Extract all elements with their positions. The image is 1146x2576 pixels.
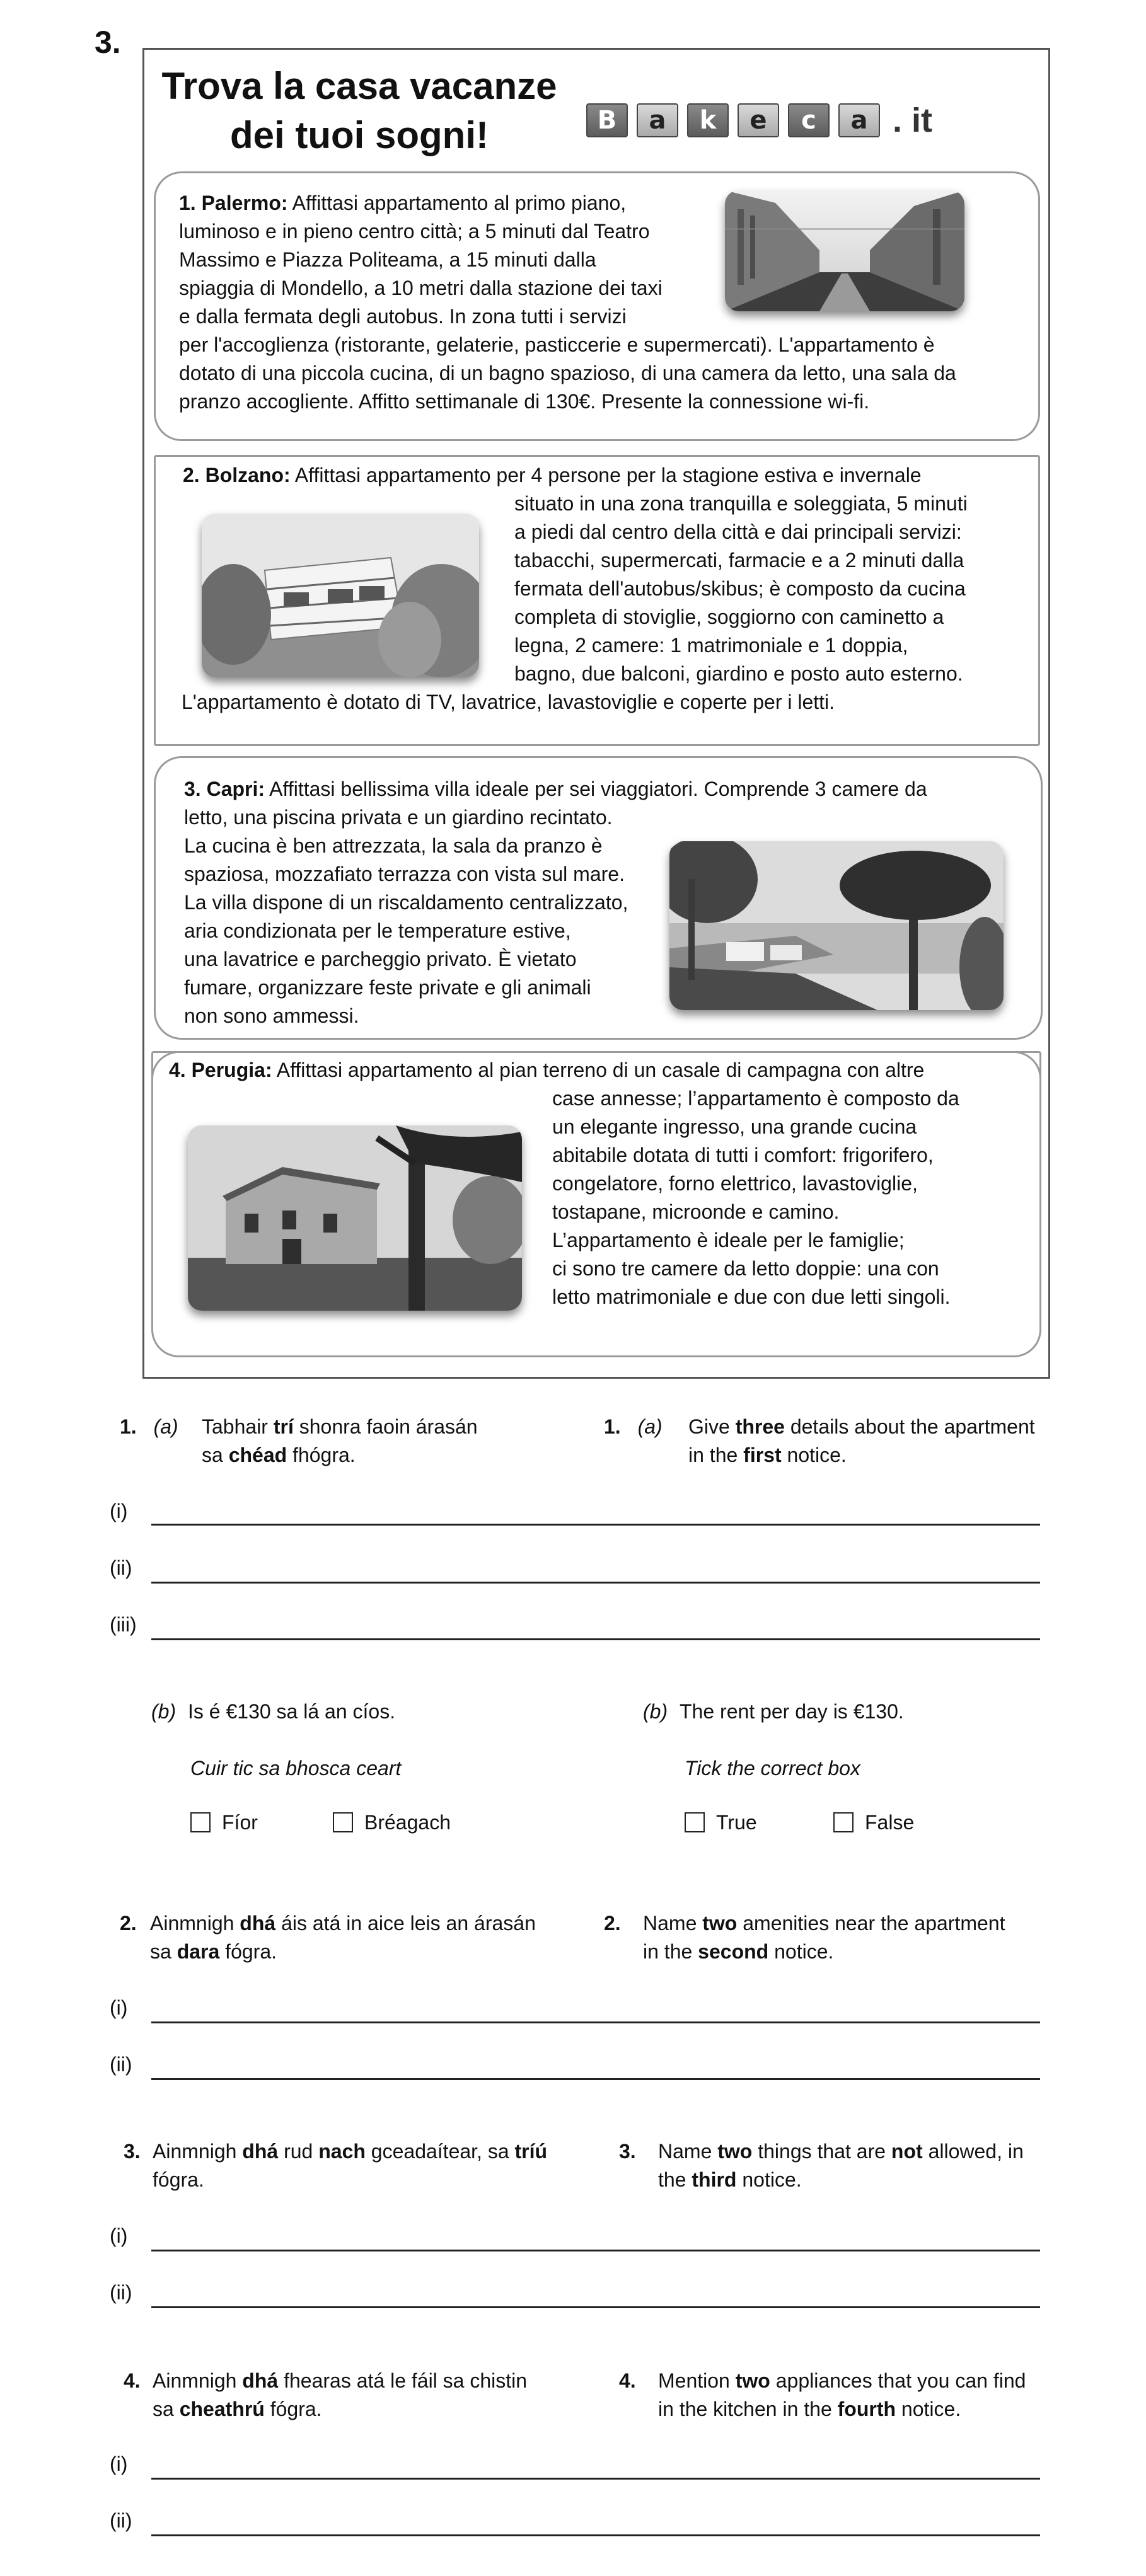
question-text-line1 — [688, 1413, 1035, 1441]
listing-line: dotato di una piccola cucina, di un bagno spazioso, di una camera da letto, una sala da — [179, 362, 956, 384]
text-run-bold: two — [702, 1912, 738, 1935]
question-text-line1 — [202, 1413, 478, 1441]
logo-letter: a — [637, 103, 678, 137]
listing-line: case annesse; l’appartamento è composto da — [552, 1087, 959, 1110]
answer-label: (iii) — [110, 1613, 137, 1636]
logo-letter: c — [788, 103, 830, 137]
text-run: in the kitchen in the — [658, 2398, 838, 2420]
listing-line: bagno, due balconi, giardino e posto auto esterno. — [514, 662, 963, 685]
text-run: áis atá in aice leis an árasán — [275, 1912, 536, 1935]
advert-title-line1: Trova la casa vacanze — [161, 65, 557, 107]
checkbox-breagach[interactable] — [333, 1812, 353, 1836]
listing-line: un elegante ingresso, una grande cucina — [552, 1115, 917, 1138]
text-run: Name — [643, 1912, 703, 1935]
listing-line: Affittasi appartamento per 4 persone per la stagione estiva e invernale — [294, 464, 922, 486]
listing-line: e dalla fermata degli autobus. In zona tutti i servizi — [179, 305, 627, 328]
text-run: Name — [658, 2140, 718, 2163]
text-run-bold: dara — [177, 1940, 220, 1963]
question-part: (a) — [153, 1415, 178, 1438]
question-text-line2 — [153, 2395, 322, 2424]
checkbox-fior[interactable] — [190, 1812, 211, 1836]
text-run: fhearas atá le fáil sa chistin — [278, 2369, 528, 2392]
text-run-bold: dhá — [242, 2140, 279, 2163]
text-run-bold: cheathrú — [179, 2398, 265, 2420]
question-num: 2. — [604, 1912, 621, 1935]
question-text: The rent per day is €130. — [680, 1700, 904, 1723]
answer-label: (ii) — [110, 2281, 132, 2304]
question-num: 1. — [604, 1415, 621, 1438]
question-text-line1 — [153, 2367, 527, 2395]
answer-line-q4-i[interactable] — [151, 2478, 1040, 2480]
question-text-line2 — [202, 1441, 356, 1469]
text-run-bold: first — [743, 1444, 782, 1466]
text-run: Ainmnigh — [150, 1912, 240, 1935]
question-text: Is é €130 sa lá an cíos. — [188, 1700, 396, 1723]
listing-line: letto, una piscina privata e un giardino recintato. — [184, 806, 613, 829]
text-run: Ainmnigh — [153, 2140, 243, 2163]
photo-capri-view — [669, 841, 1004, 1010]
instruction-english: Tick the correct box — [685, 1757, 860, 1780]
listing-heading: 4. Perugia: — [169, 1059, 272, 1081]
answer-label: (i) — [110, 1500, 128, 1522]
listing-line: fumare, organizzare feste private e gli animali — [184, 976, 591, 999]
text-run: shonra faoin árasán — [293, 1415, 478, 1438]
question-text-line1 — [658, 2137, 1024, 2166]
question-text-line2 — [658, 2166, 802, 2194]
text-run: Mention — [658, 2369, 736, 2392]
logo-letter: k — [687, 103, 729, 137]
answer-line-q4-ii[interactable] — [151, 2534, 1040, 2536]
answer-line-q2-i[interactable] — [151, 2021, 1040, 2023]
text-run: rud — [278, 2140, 319, 2163]
photo-perugia-farmhouse — [188, 1125, 522, 1311]
text-run: sa — [153, 2398, 180, 2420]
text-run-bold: three — [735, 1415, 785, 1438]
listing-line: spaziosa, mozzafiato terrazza con vista sul mare. — [184, 863, 625, 885]
text-run: notice. — [768, 1940, 834, 1963]
text-run: amenities near the apartment — [737, 1912, 1005, 1935]
question-3-english — [619, 2137, 1111, 2191]
answer-label: (ii) — [110, 1556, 132, 1579]
listing-line: aria condizionata per le temperature estive, — [184, 919, 571, 942]
text-run: notice. — [896, 2398, 961, 2420]
checkbox-label: False — [865, 1811, 915, 1834]
question-text-line2 — [658, 2395, 961, 2424]
logo-letter: a — [838, 103, 880, 137]
logo-suffix: . it — [893, 101, 932, 139]
question-1a-english — [604, 1413, 1108, 1466]
listing-line: per l'accoglienza (ristorante, gelaterie, pasticcerie e supermercati). L'appartamento è — [179, 333, 935, 356]
listing-heading: 3. Capri: — [184, 778, 265, 800]
text-run: notice. — [781, 1444, 847, 1466]
logo-letter: B — [586, 103, 628, 137]
listing-line: L’appartamento è ideale per le famiglie; — [552, 1229, 905, 1251]
question-num: 3. — [619, 2140, 636, 2163]
listing-text-bolzano-last — [182, 688, 1020, 716]
question-part: (b) — [643, 1700, 668, 1723]
text-run: Give — [688, 1415, 736, 1438]
text-run: notice. — [736, 2168, 802, 2191]
listing-line: pranzo accogliente. Affitto settimanale di 130€. Presente la connessione wi-fi. — [179, 390, 870, 413]
listing-line: La cucina è ben attrezzata, la sala da pranzo è — [184, 834, 603, 857]
text-run-bold: dhá — [242, 2369, 279, 2392]
text-run: Ainmnigh — [153, 2369, 243, 2392]
listing-line: luminoso e in pieno centro città; a 5 minuti dal Teatro — [179, 220, 650, 243]
answer-line-q1a-ii[interactable] — [151, 1582, 1040, 1584]
text-run-bold: third — [692, 2168, 737, 2191]
question-1b-irish — [151, 1698, 395, 1726]
text-run: appliances that you can find — [770, 2369, 1026, 2392]
listing-line: situato in una zona tranquilla e soleggiata, 5 minuti — [514, 492, 968, 515]
question-part: (a) — [637, 1415, 663, 1438]
text-run: the — [658, 2168, 692, 2191]
listing-heading: 1. Palermo: — [179, 192, 288, 214]
text-run-bold: dhá — [240, 1912, 276, 1935]
question-text-line1 — [153, 2137, 547, 2166]
text-run-bold: not — [891, 2140, 923, 2163]
text-run-bold: fourth — [837, 2398, 896, 2420]
text-run-bold: two — [735, 2369, 770, 2392]
instruction-irish: Cuir tic sa bhosca ceart — [190, 1757, 402, 1780]
listing-line: completa di stoviglie, soggiorno con caminetto a — [514, 606, 944, 628]
text-run: allowed, in — [922, 2140, 1024, 2163]
listing-line: ci sono tre camere da letto doppie: una con — [552, 1257, 939, 1280]
listing-line: L'appartamento è dotato di TV, lavatrice, lavastoviglie e coperte per i letti. — [182, 691, 835, 713]
answer-label: (ii) — [110, 2053, 132, 2076]
text-run: gceadaítear, sa — [365, 2140, 515, 2163]
text-run-bold: second — [698, 1940, 769, 1963]
question-4-english — [619, 2367, 1117, 2420]
question-2-english — [604, 1909, 1096, 1963]
answer-label: (ii) — [110, 2509, 132, 2532]
photo-bolzano-building — [202, 514, 479, 677]
question-text-line1 — [658, 2367, 1026, 2395]
listing-line: congelatore, forno elettrico, lavastoviglie, — [552, 1172, 918, 1195]
text-run: in the — [643, 1940, 698, 1963]
checkbox-label: Bréagach — [364, 1811, 451, 1834]
question-text-line2 — [688, 1441, 847, 1469]
question-text-line2 — [150, 1938, 277, 1966]
listing-line: La villa dispone di un riscaldamento centralizzato, — [184, 891, 628, 914]
answer-label: (i) — [110, 2224, 128, 2247]
question-text-line2: fógra. — [153, 2168, 204, 2191]
question-number: 3. — [95, 25, 121, 60]
text-run: in the — [688, 1444, 744, 1466]
checkbox-label: True — [716, 1811, 757, 1834]
text-run: fógra. — [264, 2398, 322, 2420]
photo-palermo-street — [725, 190, 964, 311]
listing-text-perugia-wrap — [552, 1084, 1031, 1311]
listing-text-bolzano-wrap — [514, 490, 1031, 688]
answer-line-q3-ii[interactable] — [151, 2306, 1040, 2308]
question-num: 2. — [120, 1912, 137, 1935]
answer-line-q3-i[interactable] — [151, 2250, 1040, 2251]
advert-title — [151, 62, 567, 160]
text-run: fhógra. — [287, 1444, 356, 1466]
listing-text-bolzano — [183, 461, 1021, 490]
listing-text-perugia — [169, 1056, 1033, 1084]
listing-line: tabacchi, supermercati, farmacie e a 2 minuti dalla — [514, 549, 964, 572]
text-run: sa — [150, 1940, 177, 1963]
bakeca-logo — [586, 101, 932, 140]
text-run: Tabhair — [202, 1415, 274, 1438]
text-run-bold: tríú — [514, 2140, 548, 2163]
question-num: 1. — [120, 1415, 137, 1438]
listing-line: Affittasi appartamento al primo piano, — [292, 192, 627, 214]
listing-line: spiaggia di Mondello, a 10 metri dalla stazione dei taxi — [179, 277, 663, 299]
listing-heading: 2. Bolzano: — [183, 464, 291, 486]
question-4-irish — [124, 2367, 577, 2420]
question-part: (b) — [151, 1700, 177, 1723]
listing-line: una lavatrice e parcheggio privato. È vietato — [184, 948, 577, 970]
question-1a-irish — [120, 1413, 561, 1466]
listing-line: tostapane, microonde e camino. — [552, 1200, 840, 1223]
logo-letter: e — [738, 103, 779, 137]
listing-line: Affittasi bellissima villa ideale per sei viaggiatori. Comprende 3 camere da — [269, 778, 927, 800]
answer-label: (i) — [110, 2452, 128, 2475]
text-run-bold: trí — [273, 1415, 294, 1438]
question-num: 4. — [619, 2369, 636, 2392]
advert-title-line2: dei tuoi sogni! — [230, 114, 489, 156]
question-text-line2 — [643, 1938, 833, 1966]
answer-label: (i) — [110, 1996, 128, 2019]
listing-line: Affittasi appartamento al pian terreno di un casale di campagna con altre — [276, 1059, 925, 1081]
listing-line: a piedi dal centro della città e dai principali servizi: — [514, 520, 962, 543]
question-text-line1 — [150, 1909, 536, 1938]
question-text-line1 — [643, 1909, 1005, 1938]
text-run-bold: nach — [318, 2140, 366, 2163]
text-run: fógra. — [219, 1940, 277, 1963]
listing-line: letto matrimoniale e due con due letti singoli. — [552, 1285, 951, 1308]
answer-line-q1a-i[interactable] — [151, 1524, 1040, 1526]
checkbox-true[interactable] — [685, 1812, 705, 1836]
listing-line: Massimo e Piazza Politeama, a 15 minuti dalla — [179, 248, 596, 271]
checkbox-label: Fíor — [222, 1811, 258, 1834]
text-run: things that are — [752, 2140, 891, 2163]
listing-line: abitabile dotata di tutti i comfort: frigorifero, — [552, 1144, 934, 1166]
question-2-irish — [120, 1909, 574, 1963]
answer-line-q1a-iii[interactable] — [151, 1638, 1040, 1640]
question-num: 4. — [124, 2369, 141, 2392]
answer-line-q2-ii[interactable] — [151, 2078, 1040, 2080]
question-1b-english — [643, 1698, 904, 1726]
question-3-irish — [124, 2137, 577, 2191]
text-run-bold: chéad — [228, 1444, 287, 1466]
text-run: sa — [202, 1444, 229, 1466]
checkbox-false[interactable] — [833, 1812, 854, 1836]
listing-line: fermata dell'autobus/skibus; è composto da cucina — [514, 577, 966, 600]
listing-line: legna, 2 camere: 1 matrimoniale e 1 doppia, — [514, 634, 908, 657]
listing-line: non sono ammessi. — [184, 1004, 359, 1027]
text-run-bold: two — [717, 2140, 753, 2163]
question-num: 3. — [124, 2140, 141, 2163]
text-run: details about the apartment — [784, 1415, 1035, 1438]
